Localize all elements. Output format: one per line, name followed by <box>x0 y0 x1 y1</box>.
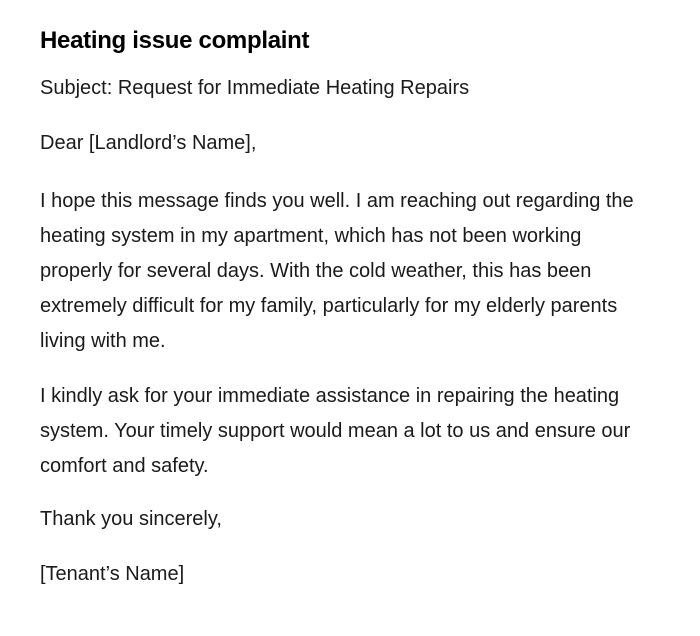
body-paragraph: I kindly ask for your immediate assistance in repairing the heating system. Your timely support would mean a lot to us and ensure our comfort and safety. <box>40 385 631 477</box>
signature-placeholder: [Tenant’s Name] <box>40 563 185 585</box>
letter-document <box>40 24 640 588</box>
page-title: Heating issue complaint <box>40 27 310 54</box>
salutation: Dear [Landlord’s Name], <box>40 132 257 154</box>
closing-line: Thank you sincerely, <box>40 508 222 530</box>
body-paragraph: I hope this message finds you well. I am reaching out regarding the heating system in my apartment, which has not been working properly for several days. With the cold weather, this has been extremely difficult for my family, particularly for my elderly parents living with me. <box>40 190 634 352</box>
subject-line: Subject: Request for Immediate Heating Repairs <box>40 77 470 99</box>
